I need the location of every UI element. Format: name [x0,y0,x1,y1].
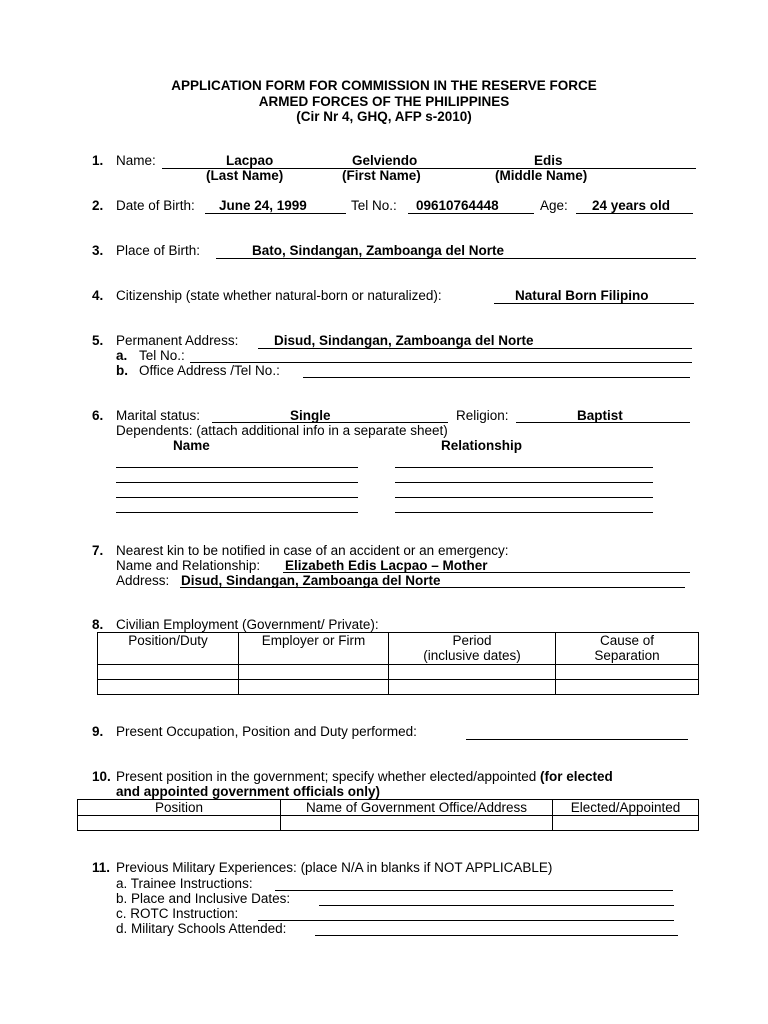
government-position-table [77,799,699,831]
col-government-office: Name of Government Office/Address [281,800,553,816]
item-number-5: 5. [92,333,104,348]
tel-value: 09610764448 [416,198,499,213]
form-reference: (Cir Nr 4, GHQ, AFP s-2010) [296,109,472,124]
col-employer-firm: Employer or Firm [239,633,389,665]
item-number-4: 4. [92,288,104,303]
age-label: Age: [540,198,568,213]
dependents-relationship-header: Relationship [441,438,523,453]
dependent-name-line[interactable] [116,467,358,468]
government-position-text: Present position in the government; specify whether elected/appointed [116,769,537,784]
first-name-value: Gelviendo [352,153,418,168]
age-value: 24 years old [592,198,671,213]
military-schools-label: d. Military Schools Attended: [116,921,287,936]
kin-address-value: Disud, Sindangan, Zamboanga del Norte [181,573,441,588]
permanent-address-value: Disud, Sindangan, Zamboanga del Norte [274,333,534,348]
item-number-11: 11. [92,860,111,875]
sub-item-a: a. [116,348,128,363]
dependent-name-line[interactable] [116,497,358,498]
marital-status-value: Single [290,408,331,423]
col-elected-appointed: Elected/Appointed [553,800,699,816]
table-row[interactable] [98,665,699,680]
office-address-line[interactable] [303,377,690,378]
form-title: APPLICATION FORM FOR COMMISSION IN THE RESERVE FORCE [171,78,597,93]
government-position-note-cont: and appointed government officials only) [116,784,381,799]
item-number-7: 7. [92,543,104,558]
trainee-instructions-line[interactable] [275,890,673,891]
dependent-relationship-line[interactable] [395,467,653,468]
middle-name-value: Edis [534,153,563,168]
trainee-instructions-label: a. Trainee Instructions: [116,876,253,891]
place-dates-label: b. Place and Inclusive Dates: [116,891,291,906]
dependent-name-line[interactable] [116,482,358,483]
col-position: Position [78,800,281,816]
kin-address-label: Address: [116,573,170,588]
dependent-name-line[interactable] [116,512,358,513]
dependents-name-header: Name [173,438,210,453]
permanent-address-label: Permanent Address: [116,333,239,348]
tel-label: Tel No.: [351,198,397,213]
place-of-birth-value: Bato, Sindangan, Zamboanga del Norte [252,243,505,258]
nearest-kin-label: Nearest kin to be notified in case of an accident or an emergency: [116,543,509,558]
item-number-3: 3. [92,243,104,258]
place-dates-line[interactable] [319,905,674,906]
item-number-6: 6. [92,408,104,423]
civilian-employment-label: Civilian Employment (Government/ Private): [116,617,379,632]
citizenship-label: Citizenship (state whether natural-born or naturalized): [116,288,442,303]
religion-label: Religion: [456,408,509,423]
place-of-birth-label: Place of Birth: [116,243,201,258]
name-relationship-label: Name and Relationship: [116,558,261,573]
citizenship-value: Natural Born Filipino [515,288,649,303]
dob-field-line[interactable] [205,213,346,214]
place-of-birth-line[interactable] [216,258,696,259]
middle-name-caption: (Middle Name) [495,168,588,183]
last-name-value: Lacpao [226,153,274,168]
last-name-caption: (Last Name) [206,168,284,183]
present-occupation-line[interactable] [466,739,688,740]
col-cause-of-separation: Cause of Separation [556,633,699,665]
tel-no-label: Tel No.: [139,348,185,363]
religion-value: Baptist [577,408,623,423]
dependent-relationship-line[interactable] [395,512,653,513]
citizenship-line[interactable] [494,303,694,304]
tel-field-line[interactable] [408,213,534,214]
permanent-address-line[interactable] [258,348,692,349]
dob-value: June 24, 1999 [219,198,307,213]
name-relationship-value: Elizabeth Edis Lacpao – Mother [285,558,488,573]
table-row[interactable] [78,816,699,831]
office-address-label: Office Address /Tel No.: [139,363,280,378]
form-subtitle: ARMED FORCES OF THE PHILIPPINES [258,94,510,109]
col-period: Period (inclusive dates) [389,633,556,665]
item-number-10: 10. [92,769,111,784]
dob-label: Date of Birth: [116,198,195,213]
rotc-instruction-label: c. ROTC Instruction: [116,906,239,921]
rotc-instruction-line[interactable] [258,920,674,921]
item-number-1: 1. [92,153,104,168]
first-name-caption: (First Name) [342,168,421,183]
name-label: Name: [116,153,156,168]
age-field-line[interactable] [576,213,693,214]
present-occupation-label: Present Occupation, Position and Duty performed: [116,724,417,739]
dependent-relationship-line[interactable] [395,497,653,498]
col-position-duty: Position/Duty [98,633,239,665]
government-position-note: (for elected [540,769,613,784]
military-schools-line[interactable] [315,935,678,936]
dependent-relationship-line[interactable] [395,482,653,483]
sub-item-b: b. [116,363,128,378]
government-position-label [116,769,613,784]
item-number-2: 2. [92,198,104,213]
military-experience-label: Previous Military Experiences: (place N/A in blanks if NOT APPLICABLE) [116,860,553,875]
civilian-employment-table [97,632,699,695]
marital-status-label: Marital status: [116,408,201,423]
table-row[interactable] [98,680,699,695]
item-number-8: 8. [92,617,104,632]
dependents-label: Dependents: (attach additional info in a separate sheet) [116,423,448,438]
item-number-9: 9. [92,724,104,739]
